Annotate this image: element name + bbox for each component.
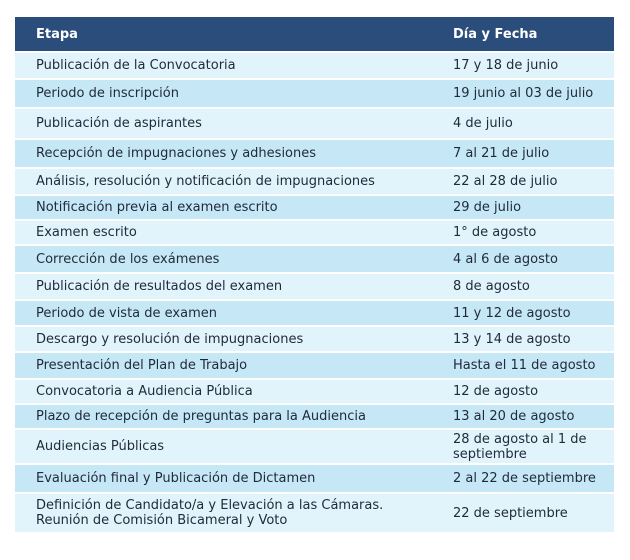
table-row	[15, 428, 614, 463]
table-row	[15, 492, 614, 532]
table-row	[15, 325, 614, 351]
table-row	[15, 138, 614, 167]
cell-etapa: Descargo y resolución de impugnaciones	[15, 325, 432, 351]
table-row	[15, 378, 614, 403]
cell-fecha: 13 al 20 de agosto	[432, 403, 614, 428]
cell-etapa: Publicación de resultados del examen	[15, 272, 432, 299]
cell-etapa: Audiencias Públicas	[15, 428, 432, 463]
table-row	[15, 403, 614, 428]
cell-fecha: 28 de agosto al 1 de septiembre	[432, 428, 614, 463]
cell-fecha: 17 y 18 de junio	[432, 51, 614, 78]
cell-fecha: 11 y 12 de agosto	[432, 299, 614, 325]
cell-etapa: Definición de Candidato/a y Elevación a las Cámaras. Reunión de Comisión Bicameral y Voto	[15, 492, 432, 532]
cell-fecha: 29 de julio	[432, 194, 614, 219]
cell-etapa: Presentación del Plan de Trabajo	[15, 351, 432, 378]
schedule-table-wrapper	[15, 17, 614, 532]
table-row	[15, 107, 614, 138]
table-row	[15, 299, 614, 325]
header-etapa: Etapa	[15, 17, 432, 51]
cell-fecha: 4 de julio	[432, 107, 614, 138]
cell-fecha: 13 y 14 de agosto	[432, 325, 614, 351]
cell-etapa: Convocatoria a Audiencia Pública	[15, 378, 432, 403]
cell-fecha: 19 junio al 03 de julio	[432, 78, 614, 107]
table-row	[15, 219, 614, 244]
table-row	[15, 51, 614, 78]
cell-fecha: 7 al 21 de julio	[432, 138, 614, 167]
cell-fecha: Hasta el 11 de agosto	[432, 351, 614, 378]
table-row	[15, 194, 614, 219]
table-row	[15, 167, 614, 194]
cell-fecha: 2 al 22 de septiembre	[432, 463, 614, 492]
table-row	[15, 272, 614, 299]
cell-etapa: Periodo de inscripción	[15, 78, 432, 107]
cell-fecha: 12 de agosto	[432, 378, 614, 403]
cell-etapa: Corrección de los exámenes	[15, 244, 432, 272]
table-row	[15, 351, 614, 378]
cell-fecha: 22 al 28 de julio	[432, 167, 614, 194]
table-row	[15, 78, 614, 107]
cell-etapa: Notificación previa al examen escrito	[15, 194, 432, 219]
cell-etapa: Plazo de recepción de preguntas para la Audiencia	[15, 403, 432, 428]
cell-fecha: 1° de agosto	[432, 219, 614, 244]
cell-etapa: Análisis, resolución y notificación de impugnaciones	[15, 167, 432, 194]
cell-etapa: Publicación de aspirantes	[15, 107, 432, 138]
cell-etapa: Publicación de la Convocatoria	[15, 51, 432, 78]
table-row	[15, 463, 614, 492]
cell-fecha: 22 de septiembre	[432, 492, 614, 532]
cell-etapa: Examen escrito	[15, 219, 432, 244]
cell-fecha: 4 al 6 de agosto	[432, 244, 614, 272]
cell-etapa: Recepción de impugnaciones y adhesiones	[15, 138, 432, 167]
cell-etapa: Evaluación final y Publicación de Dictamen	[15, 463, 432, 492]
cell-fecha: 8 de agosto	[432, 272, 614, 299]
cell-etapa: Periodo de vista de examen	[15, 299, 432, 325]
header-dia-fecha: Día y Fecha	[432, 17, 614, 51]
table-header-row	[15, 17, 614, 51]
table-row	[15, 244, 614, 272]
schedule-table	[15, 17, 614, 532]
